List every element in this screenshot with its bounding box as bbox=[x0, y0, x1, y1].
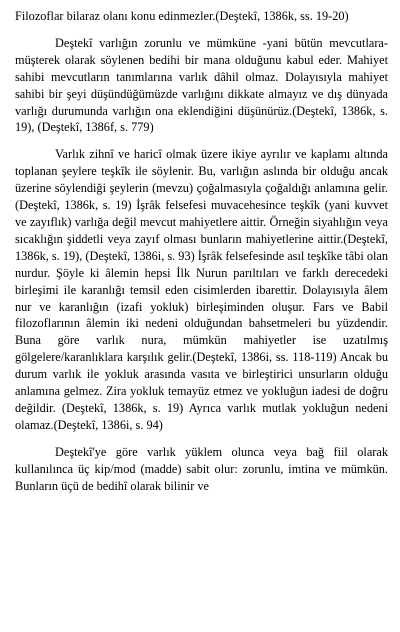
paragraph-3: Varlık zihnî ve haricî olmak üzere ikiye ayrılır ve kaplamı altında toplanan şeylere teşkîk ile söylenir. Bu, varlığın aslında bir olduğu ancak üzerine söylendiği şeylerin (mevzu) çoğalmasıyla çoğaldığı anlamına gelir.(Deştekî, 1386k, s. 19) İşrâk felsefesi muvacehesince teşkîk (yani kuvvet ve zayıflık) varlığa değil mevcut mahiyetlere aittir. Örneğin siyahlığın veya sıcaklığın şiddetli veya zayıf olması bunların mahiyetlerine aittir.(Deştekî, 1386k, s. 19), (Deştekî, 1386i, s. 93) İşrâk felsefesinde asıl teşkîke tâbi olan nurdur. Şöyle ki âlemin hepsi İlk Nurun parıltıları ve farklı derecedeki birleşimi ile karanlığı temsil eden cisimlerden ibarettir. Dolayısıyla âlem nur ve karanlığın (izafi yokluk) birleşiminden oluşur. Fars ve Babil filozoflarının âlemin iki nedeni olduğundan bahsetmeleri bu yüzdendir. Buna göre varlık nura, mümkün mahiyetler ise uzatılmış gölgelere/karanlıklara karşılık gelir.(Deştekî, 1386i, ss. 118-119) Ancak bu durum varlık ile yokluk arasında vasıta ve birleştirici unsurların olduğu anlamına gelmez. Zira yokluk temayüz etmez ve yokluğun iadesi de doğru değildir. (Deştekî, 1386k, s. 19) Ayrıca varlık mutlak yokluğun nedeni olamaz.(Deştekî, 1386i, s. 94) bbox=[15, 147, 388, 432]
document-page bbox=[15, 8, 388, 494]
paragraph-2: Deştekî varlığın zorunlu ve mümküne -yani bütün mevcutlara- müşterek olarak söylenen bedihi bir mana olduğunu kabul eder. Mahiyet sahibi mevcutların tanımlarına varlık dâhil olmaz. Dolayısıyla mahiyet sahibi bir şeyi düşündüğümüzde varlığını dikkate almayız ve dış dünyada varlığı durumunda varlığın ona eklendiğini düşünürüz.(Deştekî, 1386k, s. 19), (Deştekî, 1386f, s. 779) bbox=[15, 35, 388, 135]
paragraph-1: Filozoflar bilaraz olanı konu edinmezler.(Deştekî, 1386k, ss. 19-20) bbox=[15, 9, 349, 23]
paragraph-4: Deştekî'ye göre varlık yüklem olunca veya bağ fiil olarak kullanılınca üç kip/mod (madde) sabit olur: zorunlu, imtina ve mümkün. Bunların üçü de bedihî olarak bilinir ve bbox=[15, 444, 388, 493]
